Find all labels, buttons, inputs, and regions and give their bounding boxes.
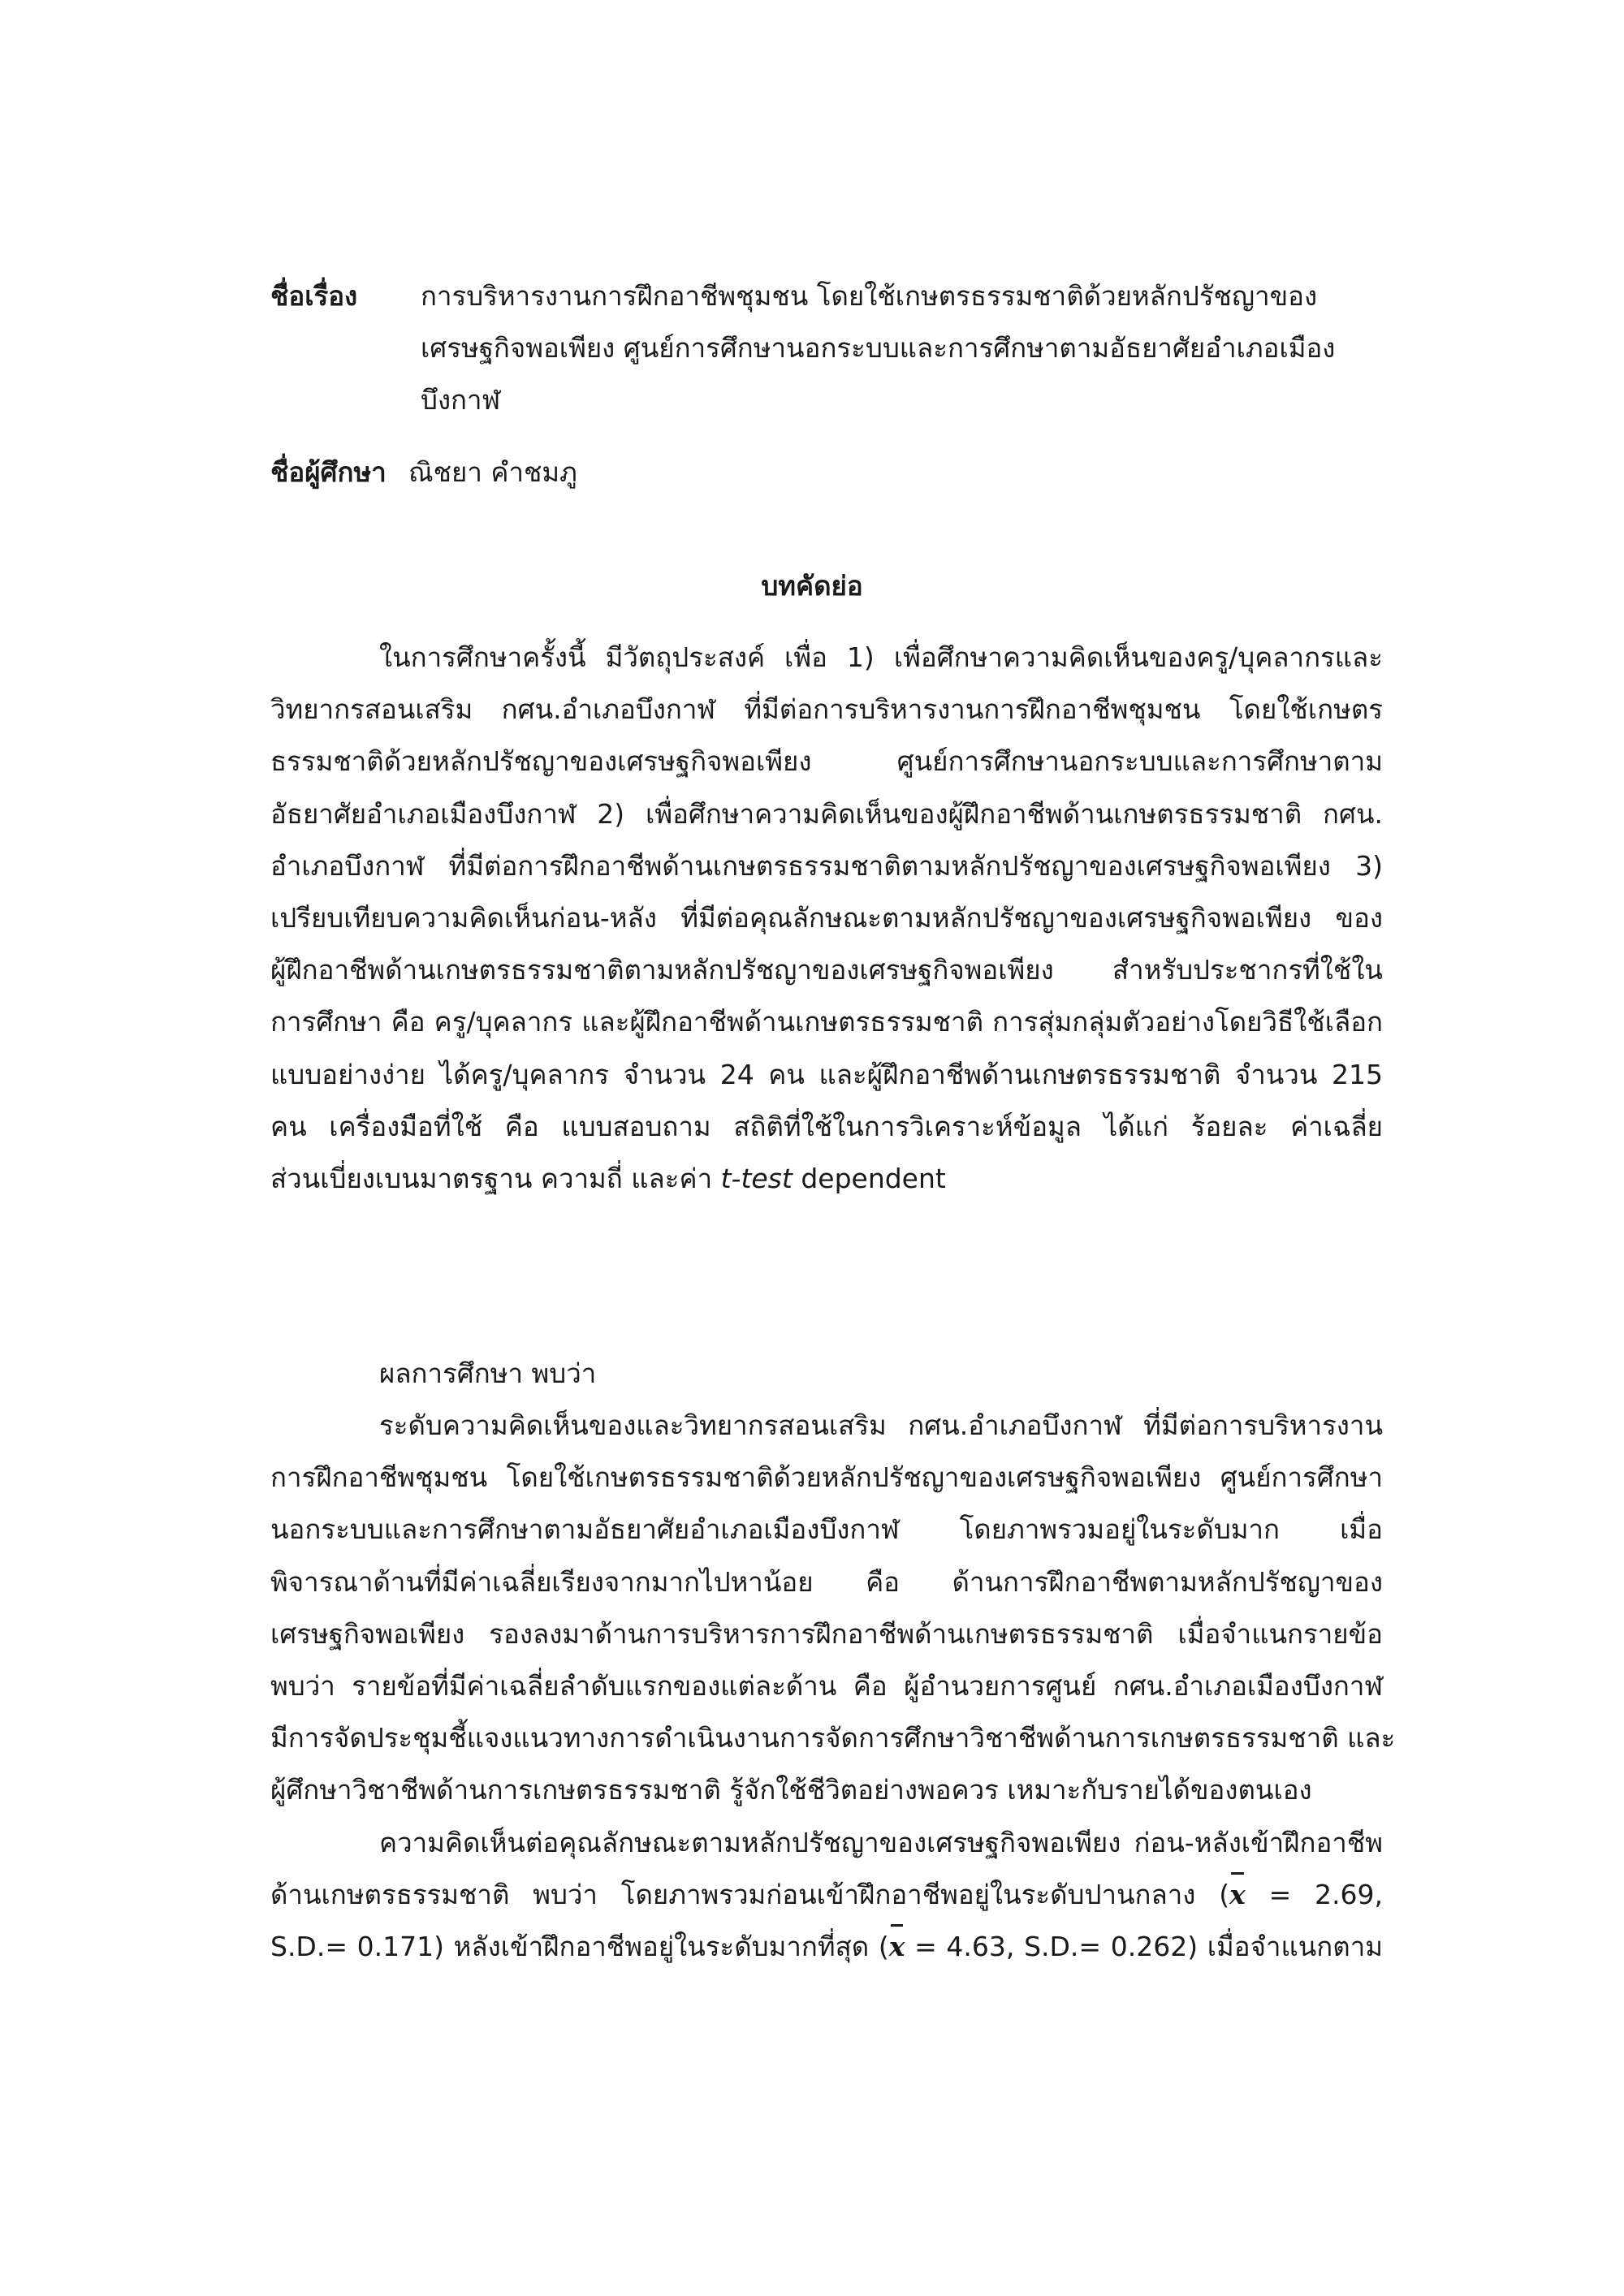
title-line: บึงกาฬ bbox=[421, 384, 501, 416]
paragraph-line: ความคิดเห็นต่อคุณลักษณะตามหลักปรัชญาของเศรษฐกิจพอเพียง ก่อน-หลังเข้าฝึกอาชีพ bbox=[379, 1826, 1383, 1858]
paragraph-line: ระดับความคิดเห็นของและวิทยากรสอนเสริม กศน.อำเภอบึงกาฬ ที่มีต่อการบริหารงาน bbox=[379, 1409, 1383, 1441]
paragraph-text: S.D.= 0.171) หลังเข้าฝึกอาชีพอยู่ในระดับมากที่สุด ( bbox=[270, 1931, 889, 1963]
abstract-intro-paragraph bbox=[270, 632, 1383, 1205]
paragraph-text: ส่วนเบี่ยงเบนมาตรฐาน ความถี่ และค่า bbox=[270, 1163, 721, 1195]
paragraph-text: = 4.63, S.D.= 0.262) เมื่อจำแนกตาม bbox=[905, 1931, 1383, 1963]
paragraph-line: พิจารณาด้านที่มีค่าเฉลี่ยเรียงจากมากไปหาน้อย คือ ด้านการฝึกอาชีพตามหลักปรัชญาของ bbox=[270, 1565, 1383, 1598]
paragraph-line: ผู้ฝึกอาชีพด้านเกษตรธรรมชาติตามหลักปรัชญาของเศรษฐกิจพอเพียง สำหรับประชากรที่ใช้ใน bbox=[270, 954, 1383, 986]
results-paragraph bbox=[270, 1400, 1396, 1973]
paragraph-line: เปรียบเทียบความคิดเห็นก่อน-หลัง ที่มีต่อคุณลักษณะตามหลักปรัชญาของเศรษฐกิจพอเพียง ของ bbox=[270, 902, 1383, 934]
paragraph-line: ธรรมชาติด้วยหลักปรัชญาของเศรษฐกิจพอเพียง ศูนย์การศึกษานอกระบบและการศึกษาตาม bbox=[270, 745, 1383, 778]
paragraph-line bbox=[270, 1153, 1383, 1205]
mean-symbol: x bbox=[889, 1921, 905, 1973]
paragraph-line: นอกระบบและการศึกษาตามอัธยาศัยอำเภอเมืองบึงกาฬ โดยภาพรวมอยู่ในระดับมาก เมื่อ bbox=[270, 1513, 1383, 1546]
author-label: ชื่อผู้ศึกษา bbox=[270, 456, 387, 488]
paragraph-line: มีการจัดประชุมชี้แจงแนวทางการดำเนินงานการจัดการศึกษาวิชาชีพด้านการเกษตรธรรมชาติ และ bbox=[270, 1722, 1396, 1754]
paragraph-line: การฝึกอาชีพชุมชน โดยใช้เกษตรธรรมชาติด้วยหลักปรัชญาของเศรษฐกิจพอเพียง ศูนย์การศึกษา bbox=[270, 1461, 1383, 1494]
paragraph-line: อำเภอบึงกาฬ ที่มีต่อการฝึกอาชีพด้านเกษตรธรรมชาติตามหลักปรัชญาของเศรษฐกิจพอเพียง 3) bbox=[270, 849, 1383, 882]
results-label-block bbox=[270, 1348, 1383, 1400]
paragraph-text: dependent bbox=[792, 1163, 946, 1195]
mean-symbol: x bbox=[1229, 1869, 1246, 1921]
title-value bbox=[421, 270, 1411, 426]
paragraph-line bbox=[270, 1921, 1383, 1973]
paragraph-line: พบว่า รายข้อที่มีค่าเฉลี่ยลำดับแรกของแต่ละด้าน คือ ผู้อำนวยการศูนย์ กศน.อำเภอเมืองบึงกาฬ bbox=[270, 1670, 1383, 1703]
paragraph-text: = 2.69, bbox=[1245, 1878, 1383, 1910]
paragraph-line: เศรษฐกิจพอเพียง รองลงมาด้านการบริหารการฝึกอาชีพด้านเกษตรธรรมชาติ เมื่อจำแนกรายข้อ bbox=[270, 1617, 1383, 1650]
author-name: ณิชยา คำชมภู bbox=[408, 456, 577, 488]
paragraph-line: คน เครื่องมือที่ใช้ คือ แบบสอบถาม สถิติที่ใช้ในการวิเคราะห์ข้อมูล ได้แก่ ร้อยละ ค่าเฉลี่ย bbox=[270, 1110, 1383, 1142]
paragraph-text: ด้านเกษตรธรรมชาติ พบว่า โดยภาพรวมก่อนเข้าฝึกอาชีพอยู่ในระดับปานกลาง ( bbox=[270, 1878, 1230, 1910]
title-line: การบริหารงานการฝึกอาชีพชุมชน โดยใช้เกษตรธรรมชาติด้วยหลักปรัชญาของ bbox=[421, 280, 1318, 312]
paragraph-line: การศึกษา คือ ครู/บุคลากร และผู้ฝึกอาชีพด้านเกษตรธรรมชาติ การสุ่มกลุ่มตัวอย่างโดยวิธีใช้เลือก bbox=[270, 1006, 1383, 1038]
paragraph-line: ผู้ศึกษาวิชาชีพด้านการเกษตรธรรมชาติ รู้จักใช้ชีวิตอย่างพอควร เหมาะกับรายได้ของตนเอง bbox=[270, 1774, 1312, 1806]
paragraph-line bbox=[270, 1869, 1383, 1921]
results-label: ผลการศึกษา พบว่า bbox=[379, 1357, 597, 1389]
t-test-term: t-test bbox=[720, 1163, 793, 1195]
title-label: ชื่อเรื่อง bbox=[270, 280, 358, 312]
title-line: เศรษฐกิจพอเพียง ศูนย์การศึกษานอกระบบและการศึกษาตามอัธยาศัยอำเภอเมือง bbox=[421, 332, 1336, 364]
abstract-heading: บทคัดย่อ bbox=[761, 570, 863, 602]
paragraph-line: แบบอย่างง่าย ได้ครู/บุคลากร จำนวน 24 คน และผู้ฝึกอาชีพด้านเกษตรธรรมชาติ จำนวน 215 bbox=[270, 1058, 1383, 1090]
paragraph-line: ในการศึกษาครั้งนี้ มีวัตถุประสงค์ เพื่อ 1) เพื่อศึกษาความคิดเห็นของครู/บุคลากรและ bbox=[379, 641, 1383, 673]
paragraph-line: วิทยากรสอนเสริม กศน.อำเภอบึงกาฬ ที่มีต่อการบริหารงานการฝึกอาชีพชุมชน โดยใช้เกษตร bbox=[270, 693, 1383, 726]
paragraph-line: อัธยาศัยอำเภอเมืองบึงกาฬ 2) เพื่อศึกษาความคิดเห็นของผู้ฝึกอาชีพด้านเกษตรธรรมชาติ กศน. bbox=[270, 797, 1383, 830]
